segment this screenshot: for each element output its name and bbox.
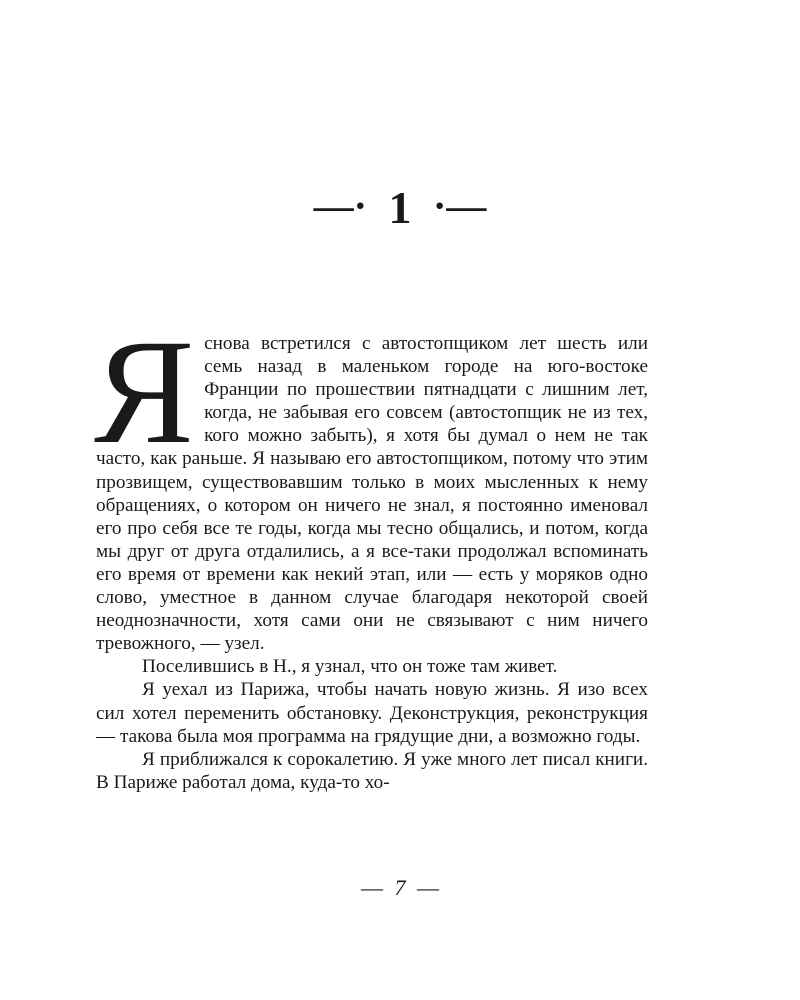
paragraph-2: Поселившись в Н., я узнал, что он тоже там живет.: [142, 656, 558, 678]
paragraph-4: Я приближался к сорокалетию. Я уже много лет писал книги. В Париже работал дома, куда-то хо-: [96, 748, 648, 793]
paragraph-1: [94, 309, 648, 655]
footer-dash-left: —: [361, 875, 383, 900]
page-number: 7: [394, 875, 406, 900]
paragraph-3: Я уехал из Парижа, чтобы начать новую жизнь. Я изо всех сил хотел переменить обстановку. Деконструкция, реконструкция — такова была моя программа на грядущие дни, а возможно годы.: [96, 679, 648, 747]
chapter-heading: [0, 176, 800, 238]
page-footer: [0, 874, 800, 902]
drop-cap: Я: [94, 309, 195, 475]
paragraph-1-text: снова встретился с автостопщиком лет шесть или семь назад в маленьком городе на юго-востоке Франции по прошествии пятнадцати с лишним лет, когда, не забывая его совсем (автостопщик не из тех, кого можно забыть), я хотя бы думал о нем не так часто, как раньше. Я называю его автостопщиком, потому что этим прозвищем, существовавшим только в моих мысленных к нему обращениях, о котором он ничего не знал, я постоянно именовал его про себя все те годы, когда мы тесно общались, и потом, когда мы друг от друга отдалились, а я все-таки продолжал вспоминать его время от времени как некий этап, или — есть у моряков одно слово, уместное в данном случае благодаря некоторой своей неоднозначности, хотя сами они не связывают с ним ничего тревожного, — узел.: [96, 333, 648, 655]
chapter-dash-left: —·: [313, 183, 367, 228]
footer-dash-right: —: [417, 875, 439, 900]
chapter-dash-right: ·—: [433, 183, 487, 228]
chapter-number: 1: [388, 182, 412, 233]
body-text: [94, 309, 648, 794]
